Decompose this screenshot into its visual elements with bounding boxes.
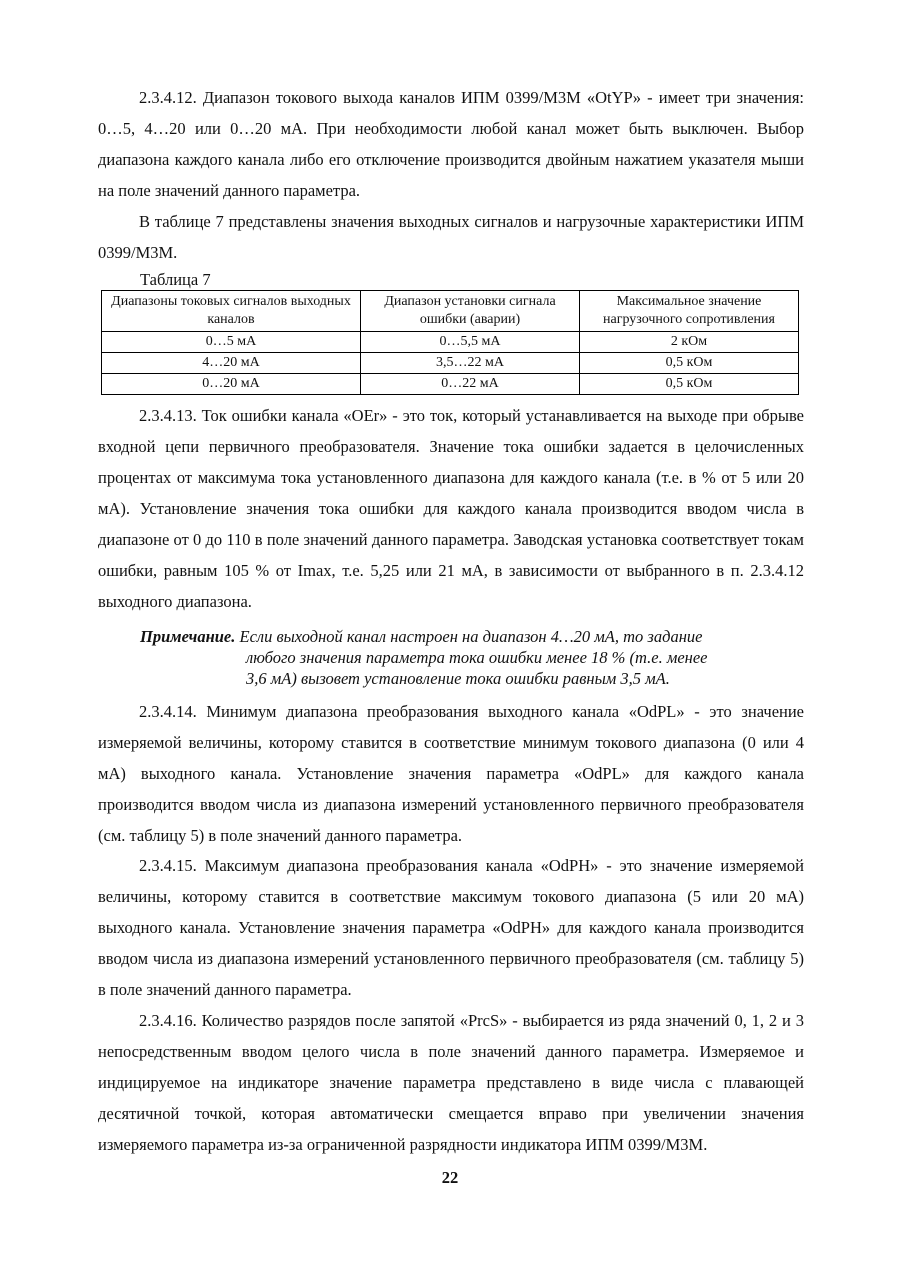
- table-7: [101, 290, 799, 395]
- paragraph-table-intro: В таблице 7 представлены значения выходных сигналов и нагрузочные характеристики ИПМ 0399/М3М.: [98, 212, 804, 262]
- paragraph-2-3-4-13: 2.3.4.13. Ток ошибки канала «OEr» - это ток, который устанавливается на выходе при обрыве входной цепи первичного преобразователя. Значение тока ошибки задается в целочисленных процентах от максимума тока установленного диапазона для каждого канала (т.е. в % от 5 или 20 мА). Установление значения тока ошибки для каждого канала производится вводом числа в диапазоне от 0 до 110 в поле значений данного параметра. Заводская установка соответствует токам ошибки, равным 105 % от Imax, т.е. 5,25 или 21 мА, в зависимости от выбранного в п. 2.3.4.12 выходного диапазона.: [98, 406, 804, 611]
- table-cell: 0,5 кОм: [580, 353, 799, 374]
- table-cell: 4…20 мА: [102, 353, 361, 374]
- table-cell: 0…5,5 мА: [361, 332, 580, 353]
- table-cell: 0…22 мА: [361, 374, 580, 395]
- table-caption: Таблица 7: [140, 270, 211, 289]
- note-block: [140, 626, 780, 689]
- page-number: 22: [441, 1168, 459, 1187]
- paragraph-2-3-4-15: 2.3.4.15. Максимум диапазона преобразования канала «OdPH» - это значение измеряемой величины, которому ставится в соответствие максимум токового диапазона (5 или 20 мА) выходного канала. Установление значения параметра «OdPH» для каждого канала производится вводом числа из диапазона измерений установленного первичного преобразователя (см. таблицу 5) в поле значений данного параметра.: [98, 856, 804, 999]
- table-header-cell: Диапазон установки сигнала ошибки (аварии): [361, 291, 580, 332]
- paragraph-2-3-4-12: 2.3.4.12. Диапазон токового выхода каналов ИПМ 0399/М3М «OtYP» - имеет три значения: 0…5, 4…20 или 0…20 мА. При необходимости любой канал может быть выключен. Выбор диапазона каждого канала либо его отключение производится двойным нажатием указателя мыши на поле значений данного параметра.: [98, 88, 804, 200]
- note-line-3: 3,6 мА) вызовет установление тока ошибки равным 3,5 мА.: [246, 669, 670, 688]
- note-line-2: любого значения параметра тока ошибки менее 18 % (т.е. менее: [246, 648, 708, 667]
- table-cell: 0…20 мА: [102, 374, 361, 395]
- table-row: [102, 332, 799, 353]
- table-header-cell: Максимальное значение нагрузочного сопротивления: [580, 291, 799, 332]
- table-header-cell: Диапазоны токовых сигналов выходных каналов: [102, 291, 361, 332]
- note-line-1: Если выходной канал настроен на диапазон 4…20 мА, то задание: [239, 627, 703, 646]
- paragraph-2-3-4-16: 2.3.4.16. Количество разрядов после запятой «PrcS» - выбирается из ряда значений 0, 1, 2 и 3 непосредственным вводом целого числа в поле значений данного параметра. Измеряемое и индицируемое на индикаторе значение параметра представлено в виде числа с плавающей десятичной точкой, которая автоматически смещается вправо при увеличении значения измеряемого параметра из-за ограниченной разрядности индикатора ИПМ 0399/М3М.: [98, 1011, 804, 1154]
- table-row: [102, 353, 799, 374]
- paragraph-2-3-4-14: 2.3.4.14. Минимум диапазона преобразования выходного канала «OdPL» - это значение измеряемой величины, которому ставится в соответствие минимум токового диапазона (0 или 4 мА) выходного канала. Установление значения параметра «OdPL» для каждого канала производится вводом числа из диапазона измерений установленного первичного преобразователя (см. таблицу 5) в поле значений данного параметра.: [98, 702, 804, 845]
- table-cell: 2 кОм: [580, 332, 799, 353]
- table-cell: 0…5 мА: [102, 332, 361, 353]
- table-row: [102, 374, 799, 395]
- table-cell: 0,5 кОм: [580, 374, 799, 395]
- table-header-row: [102, 291, 799, 332]
- note-label: Примечание.: [140, 627, 236, 646]
- table-cell: 3,5…22 мА: [361, 353, 580, 374]
